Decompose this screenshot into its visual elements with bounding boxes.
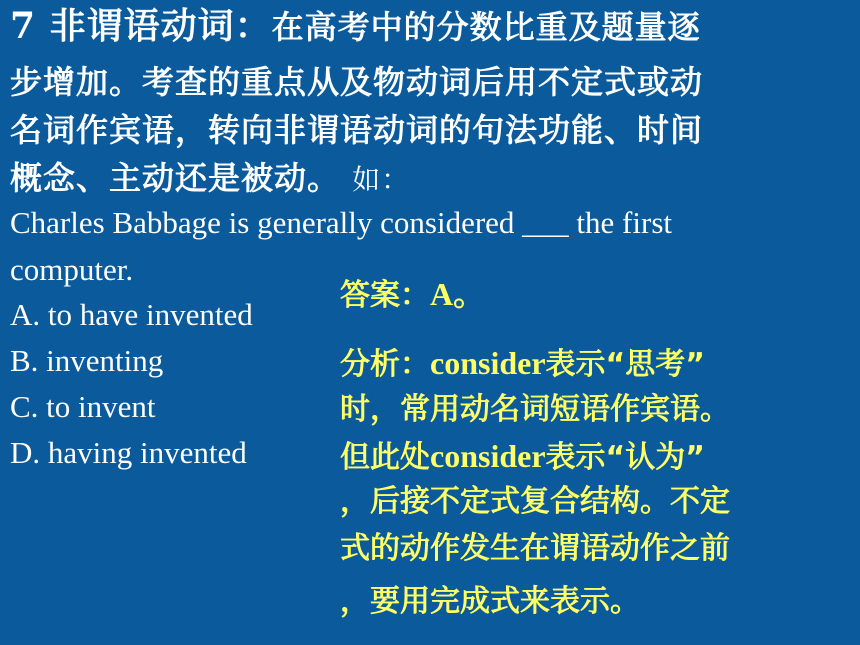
example-label: 如： — [352, 163, 411, 196]
analysis-line-2: 时，常用动名词短语作宾语。 — [340, 392, 730, 427]
analysis-line-4: ，后接不定式复合结构。不定 — [340, 484, 730, 519]
analysis-term-1: consider — [430, 345, 546, 381]
heading-line-2: 步增加。考查的重点从及物动词后用不定式或动 — [10, 63, 704, 101]
question-stem-line-1: Charles Babbage is generally considered ___ the first — [10, 205, 672, 240]
analysis-line-6: ，要用完成式来表示。 — [340, 584, 640, 619]
option-b: B. inventing — [10, 343, 164, 378]
analysis-line-1 — [340, 343, 705, 385]
analysis-term-2: consider — [430, 438, 546, 474]
answer-line — [340, 274, 485, 316]
heading-line-1 — [10, 6, 701, 47]
heading-line-4 — [10, 158, 410, 200]
option-c: C. to invent — [10, 389, 156, 424]
analysis-line-1-rest: 表示“思考” — [545, 347, 705, 382]
analysis-line-3-a: 但此处 — [340, 440, 430, 475]
heading-line-3: 名词作宾语，转向非谓语动词的句法功能、时间 — [10, 111, 704, 149]
option-a: A. to have invented — [10, 297, 253, 332]
answer-label: 答案： — [340, 278, 430, 313]
answer-value: A。 — [430, 276, 486, 312]
analysis-label: 分析： — [340, 347, 430, 382]
analysis-line-5: 式的动作发生在谓语动作之前 — [340, 531, 730, 566]
topic-title: 非谓语动词： — [49, 5, 272, 47]
intro-text: 在高考中的分数比重及题量逐 — [271, 8, 701, 46]
heading-line-4-text: 概念、主动还是被动。 — [10, 159, 341, 197]
option-d: D. having invented — [10, 435, 247, 470]
analysis-line-3-c: 表示“认为” — [545, 440, 705, 475]
analysis-line-3 — [340, 436, 705, 478]
question-stem-line-2: computer. — [10, 252, 134, 287]
topic-number: 7 — [10, 5, 50, 47]
